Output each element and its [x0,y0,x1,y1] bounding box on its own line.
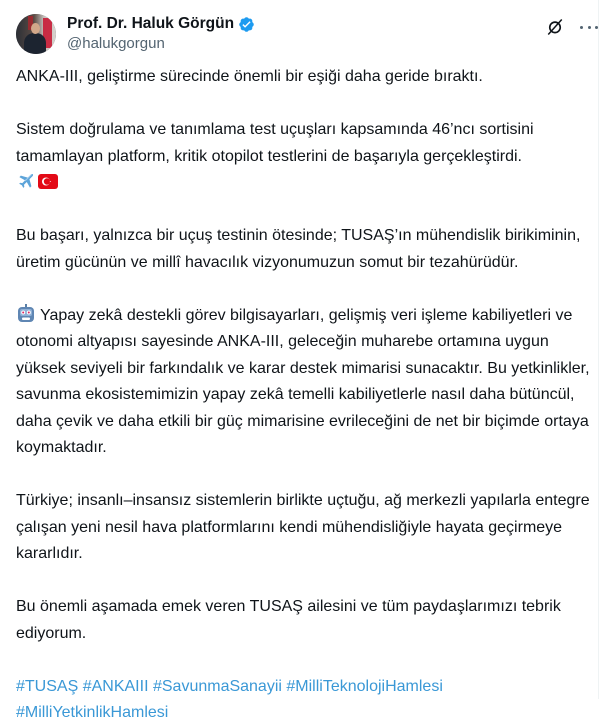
hashtag-link[interactable]: #MilliTeknolojiHamlesi [286,677,443,695]
more-dot-icon [595,26,598,29]
avatar[interactable] [16,14,56,54]
paragraph-text: Bu önemli aşamada emek veren TUSAŞ ailesini ve tüm paydaşlarımızı tebrik ediyorum. [16,598,561,642]
hashtag-link[interactable]: #ANKAIII [82,677,149,695]
robot-emoji-icon [16,304,36,323]
display-name-row [67,14,255,34]
author-handle[interactable]: @halukgorgun [67,35,165,52]
hashtag-link[interactable]: #MilliYetkinlikHamlesi [16,704,169,721]
header-actions [546,18,598,36]
avatar-person-head [31,23,40,34]
author-names [67,14,255,54]
post-paragraph [16,594,596,647]
column-divider [598,0,599,699]
paragraph-text: Bu başarı, yalnızca bir uçuş testinin ötesinde; TUSAŞ’ın mühendislik birikiminin, üretim gücünün ve millî havacılık vizyonumuzun somut bir tezahürüdür. [16,227,581,271]
more-dot-icon [580,26,583,29]
hashtag-link[interactable]: #TUSAŞ [16,677,79,695]
paragraph-text: ANKA-III, geliştirme sürecinde önemli bir eşiği daha geride bıraktı. [16,68,483,85]
more-horizontal-icon[interactable] [580,18,598,36]
paragraph-text: Sistem doğrulama ve tanımlama test uçuşları kapsamında 46’ncı sortisini tamamlayan platform, kritik otopilot testlerini de başarıyla gerçekleştirdi. [16,121,534,165]
post-paragraph [16,117,596,197]
post-header [16,12,598,56]
post-paragraph [16,488,596,568]
airplane-emoji-icon [16,172,36,190]
post-paragraph [16,223,596,276]
post-paragraph [16,64,596,91]
verified-badge-icon[interactable] [238,16,255,33]
post-paragraph [16,303,596,462]
post-text [16,64,596,727]
hashtags [16,674,596,727]
display-name[interactable]: Prof. Dr. Haluk Görgün [67,15,235,32]
hashtag-link[interactable]: #SavunmaSanayii [152,677,282,695]
turkey-flag-emoji-icon [38,174,58,189]
grok-slash-circle-icon[interactable] [546,18,564,36]
avatar-person-body [24,33,46,54]
more-dot-icon [588,26,591,29]
paragraph-text: Yapay zekâ destekli görev bilgisayarları, gelişmiş veri işleme kabiliyetleri ve otonomi altyapısı sayesinde ANKA-III, geleceğin muharebe ortamına uygun yüksek seviyeli bir farkındalık ve karar destek mimarisi sunacaktır. Bu yetkinlikler, savunma ekosistemimizin yapay zekâ temelli kabiliyetlerle nasıl daha bütüncül, daha çevik ve daha etkili bir güç mimarisine evrileceğini de net bir biçimde ortaya koymaktadır. [16,306,590,456]
paragraph-text: Türkiye; insanlı–insansız sistemlerin birlikte uçtuğu, ağ merkezli yapılarla entegre çalışan yeni nesil hava platformlarını kendi mühendisliğiyle hayata geçirmeye kararlıdır. [16,492,590,562]
